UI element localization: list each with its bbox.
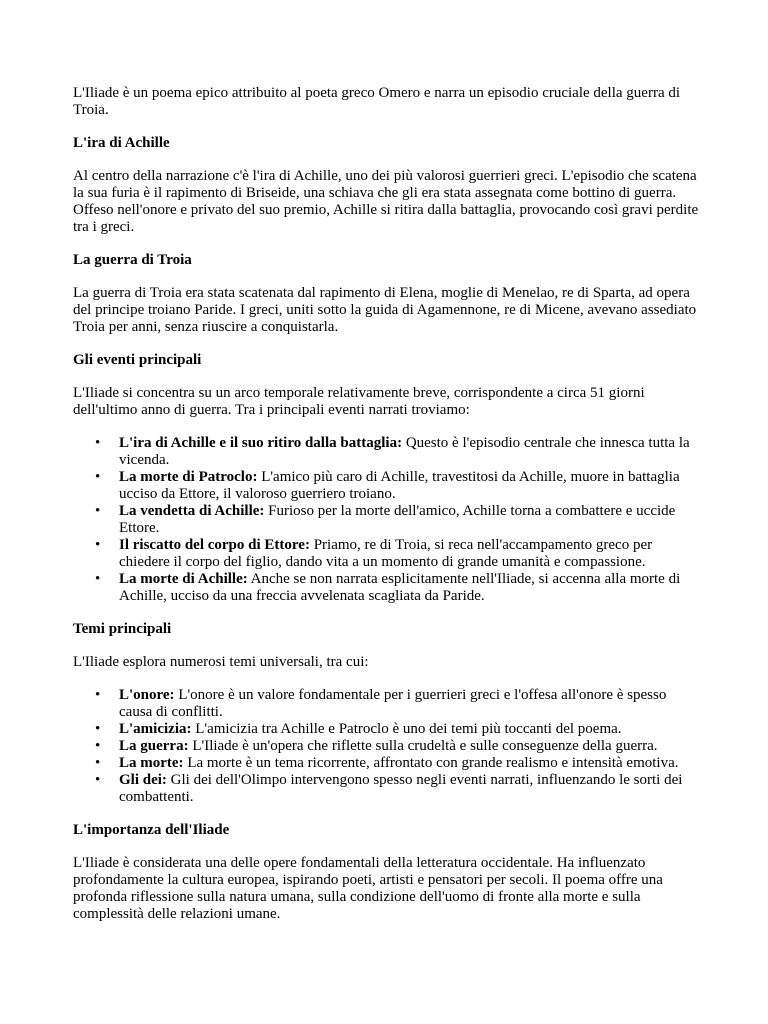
bullet-icon: • <box>95 503 101 519</box>
list-item <box>95 571 703 605</box>
list-item-term: La vendetta di Achille: <box>119 503 265 519</box>
list-item-text: L'amicizia tra Achille e Patroclo è uno dei temi più toccanti del poema. <box>191 721 622 737</box>
list-item-text: L'onore è un valore fondamentale per i guerrieri greci e l'offesa all'onore è spesso causa di conflitti. <box>119 687 667 720</box>
section-paragraph: Al centro della narrazione c'è l'ira di Achille, uno dei più valorosi guerrieri greci. L'episodio che scatena la sua furia è il rapimento di Briseide, una schiava che gli era stata assegnata come bottino di guerra. Offeso nell'onore e privato del suo premio, Achille si ritira dalla battaglia, provocando così gravi perdite tra i greci. <box>73 168 699 235</box>
bullet-icon: • <box>95 571 101 587</box>
bullet-icon: • <box>95 469 101 485</box>
list-item-term: La morte: <box>119 755 184 771</box>
bullet-icon: • <box>95 537 101 553</box>
list-item-term: Gli dei: <box>119 772 167 788</box>
document-page <box>73 85 703 939</box>
section-heading: L'ira di Achille <box>73 135 170 151</box>
list-item <box>95 687 703 721</box>
list-item-term: L'onore: <box>119 687 175 703</box>
section-heading: La guerra di Troia <box>73 252 192 268</box>
list-item <box>95 721 703 738</box>
list-item <box>95 503 703 537</box>
list-item-text: Questo è l'episodio centrale che innesca tutta la vicenda. <box>119 435 690 468</box>
list-item <box>95 469 703 503</box>
list-item-text: L'Iliade è un'opera che riflette sulla crudeltà e sulle conseguenze della guerra. <box>188 738 658 754</box>
events-list <box>73 435 703 605</box>
list-item-text: Priamo, re di Troia, si reca nell'accampamento greco per chiedere il corpo del figlio, dando vita a un momento di grande umanità e compassione. <box>119 537 653 570</box>
list-item-term: La morte di Achille: <box>119 571 248 587</box>
list-item-text: Gli dei dell'Olimpo intervengono spesso negli eventi narrati, influenzando le sorti dei combattenti. <box>119 772 683 805</box>
bullet-icon: • <box>95 435 101 451</box>
section-paragraph: La guerra di Troia era stata scatenata dal rapimento di Elena, moglie di Menelao, re di Sparta, ad opera del principe troiano Paride. I greci, uniti sotto la guida di Agamennone, re di Micene, avevano assediato Troia per anni, senza riuscire a conquistarla. <box>73 285 697 335</box>
list-item-text: L'amico più caro di Achille, travestitosi da Achille, muore in battaglia ucciso da Ettore, il valoroso guerriero troiano. <box>119 469 680 502</box>
bullet-icon: • <box>95 687 101 703</box>
list-item <box>95 738 703 755</box>
section-paragraph: L'Iliade si concentra su un arco temporale relativamente breve, corrispondente a circa 51 giorni dell'ultimo anno di guerra. Tra i principali eventi narrati troviamo: <box>73 385 645 418</box>
list-item <box>95 772 703 806</box>
list-item-term: L'amicizia: <box>119 721 192 737</box>
list-item <box>95 755 703 772</box>
list-item-text: La morte è un tema ricorrente, affrontato con grande realismo e intensità emotiva. <box>183 755 679 771</box>
section-paragraph: L'Iliade è considerata una delle opere fondamentali della letteratura occidentale. Ha influenzato profondamente la cultura europea, ispirando poeti, artisti e pensatori per secoli. Il poema offre una profonda riflessione sulla natura umana, sulla condizione dell'uomo di fronte alla morte e sulla complessità delle relazioni umane. <box>73 855 663 922</box>
section-heading: Temi principali <box>73 621 172 637</box>
bullet-icon: • <box>95 755 101 771</box>
bullet-icon: • <box>95 721 101 737</box>
section-paragraph: L'Iliade esplora numerosi temi universali, tra cui: <box>73 654 369 670</box>
list-item-term: La morte di Patroclo: <box>119 469 258 485</box>
themes-list <box>73 687 703 806</box>
list-item-term: Il riscatto del corpo di Ettore: <box>119 537 310 553</box>
intro-paragraph: L'Iliade è un poema epico attribuito al poeta greco Omero e narra un episodio cruciale della guerra di Troia. <box>73 85 681 118</box>
list-item-term: L'ira di Achille e il suo ritiro dalla battaglia: <box>119 435 403 451</box>
list-item-term: La guerra: <box>119 738 189 754</box>
bullet-icon: • <box>95 772 101 788</box>
bullet-icon: • <box>95 738 101 754</box>
list-item <box>95 435 703 469</box>
section-heading: L'importanza dell'Iliade <box>73 822 230 838</box>
section-heading: Gli eventi principali <box>73 352 202 368</box>
list-item-text: Anche se non narrata esplicitamente nell'Iliade, si accenna alla morte di Achille, ucciso da una freccia avvelenata scagliata da Paride. <box>119 571 681 604</box>
list-item-text: Furioso per la morte dell'amico, Achille torna a combattere e uccide Ettore. <box>119 503 676 536</box>
list-item <box>95 537 703 571</box>
